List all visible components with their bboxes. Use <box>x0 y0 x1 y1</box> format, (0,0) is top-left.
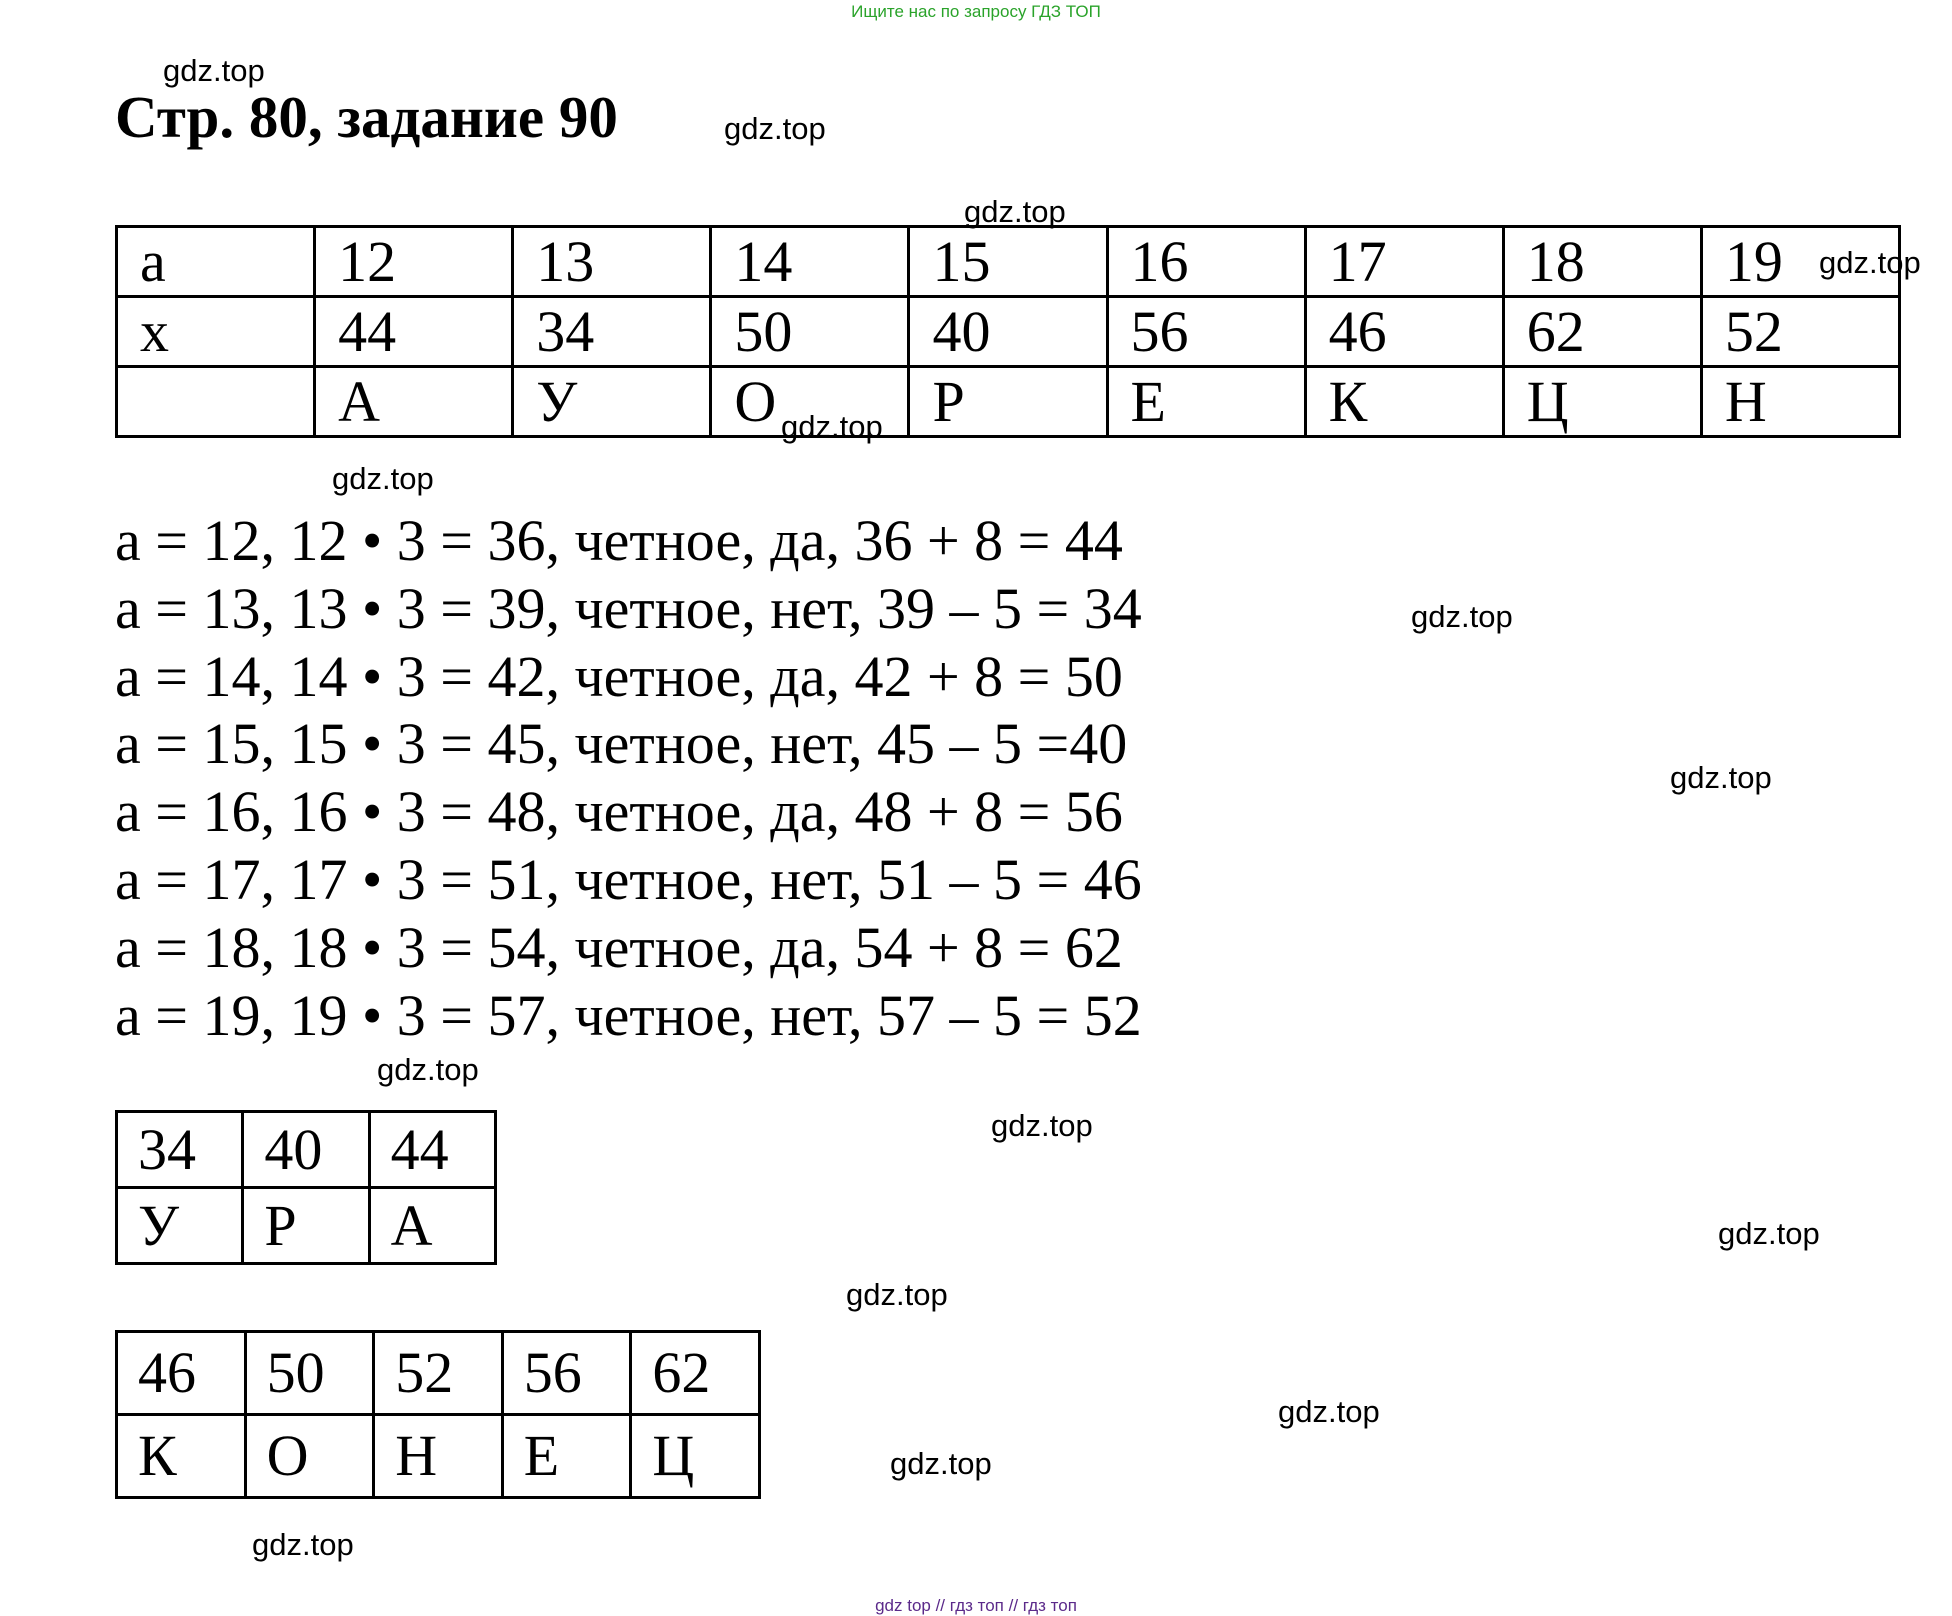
table-cell: 50 <box>245 1332 374 1415</box>
table-cell <box>117 367 315 437</box>
page-title: Стр. 80, задание 90 <box>115 84 618 150</box>
calculation-line: а = 12, 12 • 3 = 36, четное, да, 36 + 8 = 44 <box>115 508 1123 573</box>
table-cell: 40 <box>243 1112 369 1188</box>
watermark: gdz.top <box>332 461 434 496</box>
table-cell: 46 <box>1305 297 1503 367</box>
table-cell: х <box>117 297 315 367</box>
watermark: gdz.top <box>1819 245 1921 280</box>
watermark: gdz.top <box>377 1052 479 1087</box>
table-row <box>117 1112 496 1188</box>
watermark: gdz.top <box>1718 1216 1820 1251</box>
table-cell: У <box>117 1188 243 1264</box>
table-cell: 18 <box>1503 227 1701 297</box>
watermark: gdz.top <box>1411 599 1513 634</box>
table-cell: А <box>315 367 513 437</box>
table-cell: 14 <box>711 227 909 297</box>
watermark: gdz.top <box>163 53 265 88</box>
table-cell: Н <box>1701 367 1899 437</box>
table-cell: Р <box>909 367 1107 437</box>
calculation-line: а = 13, 13 • 3 = 39, четное, нет, 39 – 5 = 34 <box>115 575 1142 641</box>
table-row <box>117 297 1900 367</box>
table-row <box>117 1415 760 1498</box>
table-cell: 50 <box>711 297 909 367</box>
table-cell: 13 <box>513 227 711 297</box>
table-row <box>117 227 1900 297</box>
table-cell: К <box>117 1415 246 1498</box>
watermark: gdz.top <box>724 111 826 146</box>
table-cell: Ц <box>1503 367 1701 437</box>
table-cell: 17 <box>1305 227 1503 297</box>
table-cell: А <box>369 1188 495 1264</box>
bottom-note: gdz top // гдз топ // гдз топ <box>875 1596 1077 1615</box>
table-cell: О <box>711 367 909 437</box>
watermark: gdz.top <box>252 1527 354 1562</box>
table-cell: О <box>245 1415 374 1498</box>
table-cell: 40 <box>909 297 1107 367</box>
table-cell: Е <box>1107 367 1305 437</box>
table-row <box>117 367 1900 437</box>
table-cell: Р <box>243 1188 369 1264</box>
calculation-line: а = 17, 17 • 3 = 51, четное, нет, 51 – 5 = 46 <box>115 846 1142 912</box>
table-cell: 56 <box>502 1332 631 1415</box>
watermark: gdz.top <box>781 409 883 444</box>
watermark: gdz.top <box>964 194 1066 229</box>
table-cell: 15 <box>909 227 1107 297</box>
table-cell: 34 <box>513 297 711 367</box>
calculation-lines <box>115 507 1142 1049</box>
watermark: gdz.top <box>1670 760 1772 795</box>
watermark: gdz.top <box>890 1446 992 1481</box>
table-cell: 62 <box>1503 297 1701 367</box>
watermark: gdz.top <box>846 1277 948 1312</box>
answer-table-ura <box>115 1110 497 1265</box>
table-cell: 52 <box>1701 297 1899 367</box>
watermark: gdz.top <box>991 1108 1093 1143</box>
table-cell: Е <box>502 1415 631 1498</box>
calculation-line: а = 18, 18 • 3 = 54, четное, да, 54 + 8 = 62 <box>115 914 1123 980</box>
table-cell: 56 <box>1107 297 1305 367</box>
answer-table-konec <box>115 1330 761 1499</box>
table-cell: Ц <box>631 1415 760 1498</box>
top-search-note: Ищите нас по запросу ГДЗ ТОП <box>851 2 1101 21</box>
table-cell: 12 <box>315 227 513 297</box>
table-cell: 62 <box>631 1332 760 1415</box>
table-cell: У <box>513 367 711 437</box>
table-cell: а <box>117 227 315 297</box>
table-cell: 44 <box>315 297 513 367</box>
table-cell: Н <box>374 1415 503 1498</box>
table-cell: 16 <box>1107 227 1305 297</box>
table-cell: 34 <box>117 1112 243 1188</box>
calculation-line: а = 14, 14 • 3 = 42, четное, да, 42 + 8 = 50 <box>115 643 1123 709</box>
calculation-line: а = 19, 19 • 3 = 57, четное, нет, 57 – 5 = 52 <box>115 982 1142 1048</box>
calculation-line: а = 15, 15 • 3 = 45, четное, нет, 45 – 5 =40 <box>115 711 1128 777</box>
table-cell: К <box>1305 367 1503 437</box>
table-cell: 46 <box>117 1332 246 1415</box>
letter-code-table <box>115 225 1901 438</box>
table-cell: 19 <box>1701 227 1899 297</box>
calculation-line: а = 16, 16 • 3 = 48, четное, да, 48 + 8 = 56 <box>115 779 1123 845</box>
table-row <box>117 1188 496 1264</box>
watermark: gdz.top <box>1278 1394 1380 1429</box>
table-cell: 44 <box>369 1112 495 1188</box>
table-row <box>117 1332 760 1415</box>
table-cell: 52 <box>374 1332 503 1415</box>
